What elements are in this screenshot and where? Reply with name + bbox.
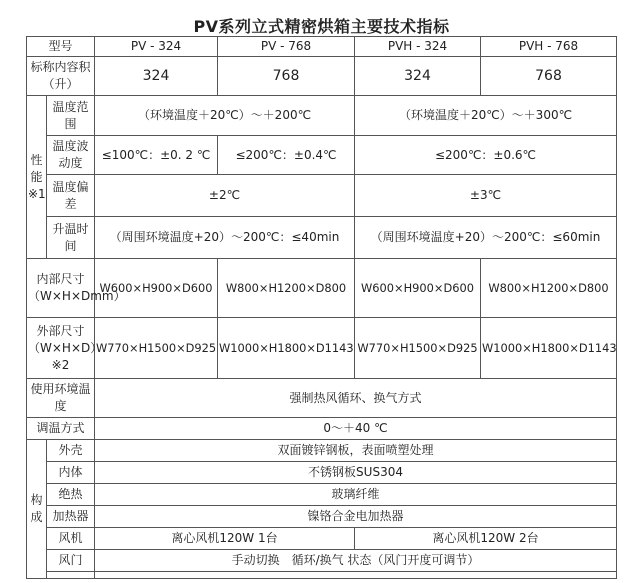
environment-value: 强制热风循环、换气方式: [95, 379, 617, 418]
cut-off-row: [27, 572, 617, 579]
temp-range-pv: （环境温度＋20℃）～＋200℃: [95, 96, 355, 136]
inner-size-pvh768: W800×H1200×D800: [481, 259, 617, 318]
fan-row: [27, 528, 617, 550]
outer-shell-label: 外壳: [47, 440, 95, 462]
inner-size-pv768: W800×H1200×D800: [218, 259, 355, 318]
fan-label: 风机: [47, 528, 95, 550]
capacity-label: 标称内容积（升）: [27, 57, 95, 96]
temp-fluct-pvh: ≤200℃：±0.6℃: [355, 136, 617, 175]
damper-label: 风门: [47, 550, 95, 572]
heat-time-pv: （周围环境温度+20）～200℃：≤40min: [95, 217, 355, 259]
inner-body-row: [27, 462, 617, 484]
header-row: [27, 37, 617, 57]
heat-time-pvh: （周围环境温度+20）～200℃：≤60min: [355, 217, 617, 259]
temp-range-pvh: （环境温度＋20℃）～＋300℃: [355, 96, 617, 136]
cut-off-cell: [47, 572, 95, 579]
model-label: 型号: [27, 37, 95, 57]
temp-range-label: 温度范围: [47, 96, 95, 136]
outer-size-pvh324: W770×H1500×D925: [355, 318, 481, 379]
inner-size-pvh324: W600×H900×D600: [355, 259, 481, 318]
model-pvh324: PVH - 324: [355, 37, 481, 57]
capacity-pv768: 768: [218, 57, 355, 96]
temp-dev-pvh: ±3℃: [355, 175, 617, 217]
outer-size-pv324: W770×H1500×D925: [95, 318, 218, 379]
environment-row: [27, 379, 617, 418]
temp-fluct-label: 温度波动度: [47, 136, 95, 175]
cut-off-cell-wide: [95, 572, 617, 579]
fan-pv: 离心风机120W 1台: [95, 528, 355, 550]
temp-range-row: [27, 96, 617, 136]
heater-value: 镍铬合金电加热器: [95, 506, 617, 528]
inner-size-row: [27, 259, 617, 318]
insulation-row: [27, 484, 617, 506]
spec-table: [26, 36, 617, 579]
temp-control-value: 0～＋40 ℃: [95, 418, 617, 440]
inner-size-label: 内部尺寸（W×H×Dmm）: [27, 259, 95, 318]
temp-control-label: 调温方式: [27, 418, 95, 440]
model-pv324: PV - 324: [95, 37, 218, 57]
insulation-value: 玻璃纤维: [95, 484, 617, 506]
environment-label: 使用环境温度: [27, 379, 95, 418]
temp-dev-row: [27, 175, 617, 217]
model-pv768: PV - 768: [218, 37, 355, 57]
temp-dev-pv: ±2℃: [95, 175, 355, 217]
heat-time-label: 升温时间: [47, 217, 95, 259]
heat-time-row: [27, 217, 617, 259]
capacity-pvh324: 324: [355, 57, 481, 96]
performance-group-label: 性能※1: [27, 96, 47, 259]
construction-group-label: 构成: [27, 440, 47, 579]
capacity-pv324: 324: [95, 57, 218, 96]
outer-size-pv768: W1000×H1800×D1143: [218, 318, 355, 379]
heater-label: 加热器: [47, 506, 95, 528]
temp-dev-label: 温度偏差: [47, 175, 95, 217]
inner-body-value: 不锈钢板SUS304: [95, 462, 617, 484]
page-title: PV系列立式精密烘箱主要技术指标: [193, 17, 450, 36]
heater-row: [27, 506, 617, 528]
outer-shell-value: 双面镀锌钢板，表面喷塑处理: [95, 440, 617, 462]
damper-value: 手动切换 循环/换气 状态（风门开度可调节）: [95, 550, 617, 572]
temp-fluct-pv768: ≤200℃：±0.4℃: [218, 136, 355, 175]
inner-size-pv324: W600×H900×D600: [95, 259, 218, 318]
damper-row: [27, 550, 617, 572]
outer-size-pvh768: W1000×H1800×D1143: [481, 318, 617, 379]
capacity-row: [27, 57, 617, 96]
temp-fluct-pv324: ≤100℃：±0. 2 ℃: [95, 136, 218, 175]
outer-shell-row: [27, 440, 617, 462]
fan-pvh: 离心风机120W 2台: [355, 528, 617, 550]
outer-size-row: [27, 318, 617, 379]
capacity-pvh768: 768: [481, 57, 617, 96]
insulation-label: 绝热: [47, 484, 95, 506]
outer-size-label: 外部尺寸（W×H×D）※2: [27, 318, 95, 379]
inner-body-label: 内体: [47, 462, 95, 484]
temp-control-row: [27, 418, 617, 440]
temp-fluct-row: [27, 136, 617, 175]
model-pvh768: PVH - 768: [481, 37, 617, 57]
